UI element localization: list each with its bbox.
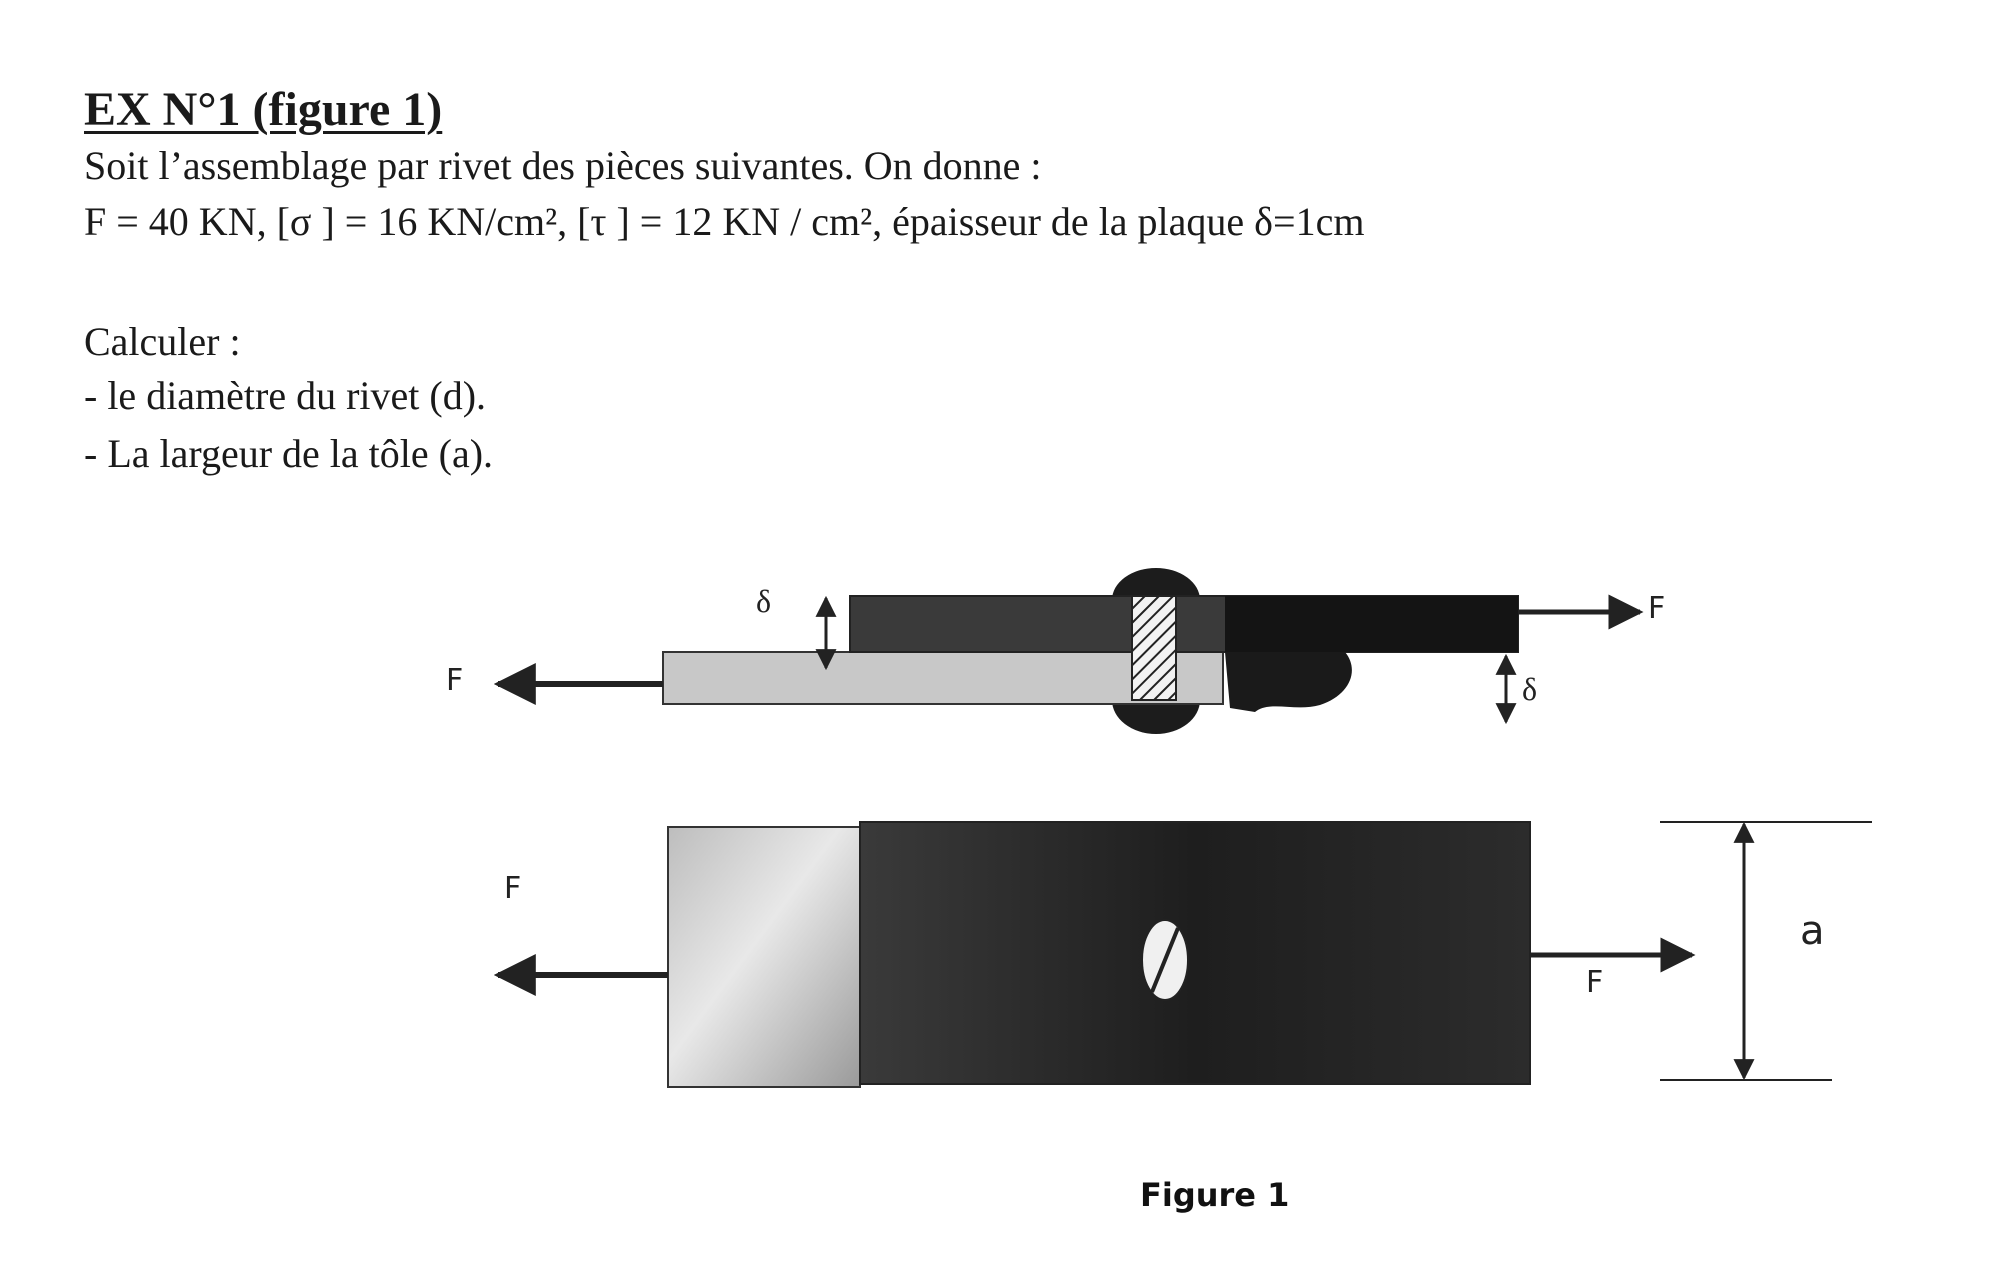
calc-heading: Calculer : [84,319,241,364]
top-plate-dark [860,822,1530,1084]
thickness-label-right: δ [1522,671,1538,707]
top-view [498,822,1872,1087]
width-label: a [1800,908,1825,954]
figure-caption: Figure 1 [1140,1176,1290,1214]
top-force-right-label: F [1586,965,1604,1000]
question-diameter: - le diamètre du rivet (d). [84,373,487,418]
question-width: - La largeur de la tôle (a). [84,431,494,476]
exercise-title: EX N°1 (figure 1) [84,83,443,136]
side-force-right-label: F [1648,591,1666,626]
top-plate-light [668,827,860,1087]
side-view [446,568,1665,734]
given-data: F = 40 KN, [σ ] = 16 KN/cm², [τ ] = 12 KN / cm², épaisseur de la plaque δ=1cm [84,199,1365,244]
rivet-body [1132,596,1176,700]
side-force-left-label: F [446,663,464,698]
exercise-intro: Soit l’assemblage par rivet des pièces suivantes. On donne : [84,143,1042,188]
top-force-left-label: F [504,871,522,906]
thickness-label-top: δ [756,583,772,619]
rivet-blob [1225,652,1352,712]
